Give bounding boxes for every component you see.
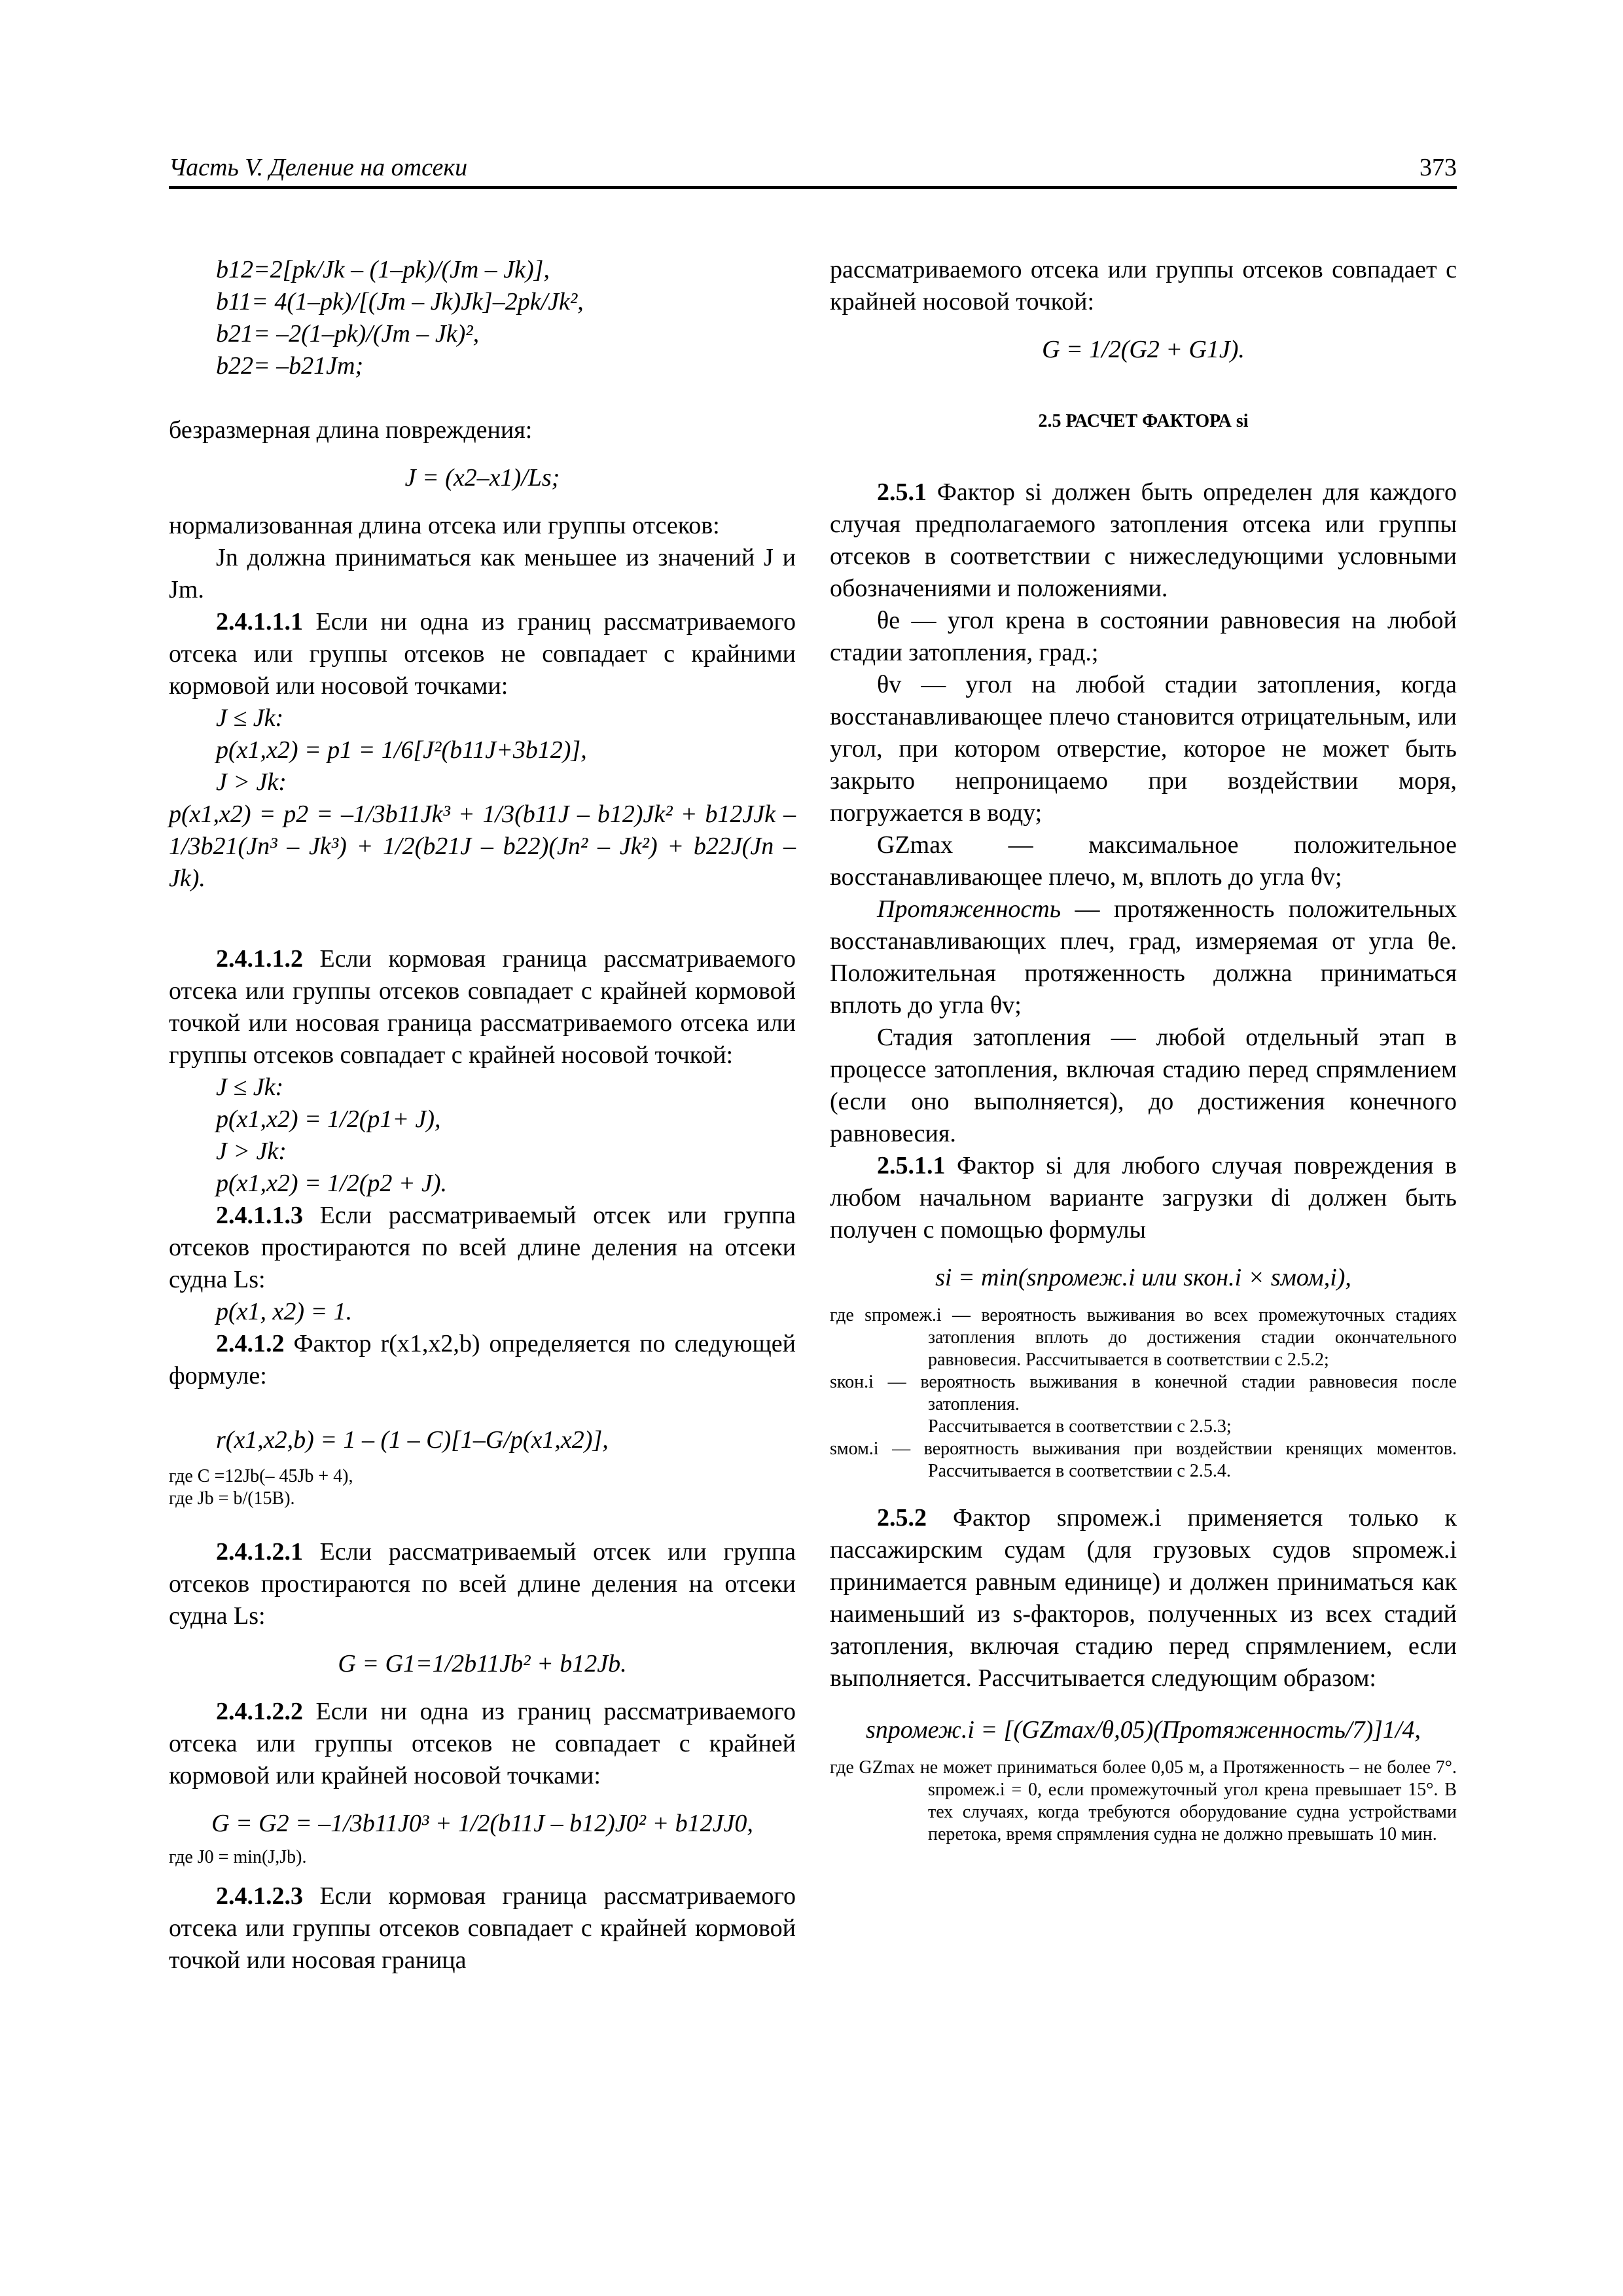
condition-j-le-jk-2: J ≤ Jk:: [216, 1073, 284, 1101]
where-jb: где Jb = b/(15B).: [169, 1488, 295, 1509]
section-text: Если рассматриваемый отсек или группа отсеков простираются по всей длине деления на отсеки судна Ls:: [169, 1202, 796, 1293]
section-text: Если кормовая граница рассматриваемого отсека или группы отсеков совпадает с крайней кормовой точкой или носовая граница: [169, 1882, 796, 1974]
text-continuation: рассматриваемого отсека или группы отсеков совпадает с крайней носовой точкой:: [830, 256, 1457, 315]
definition-theta-v: θv — угол на любой стадии затопления, когда восстанавливающее плечо становится отрицательным, или угол, при котором отверстие, которое не может быть закрыто непроницаемо при воздействии моря, погружается в воду;: [830, 671, 1457, 827]
formula-p1: p(x1,x2) = p1 = 1/6[J²(b11J+3b12)],: [216, 736, 587, 764]
section-2-4-1-1-1: [169, 606, 796, 702]
left-column: [169, 254, 796, 1977]
section-text: Если ни одна из границ рассматриваемого отсека или группы отсеков не совпадает с крайней кормовой или крайней носовой точками:: [169, 1698, 796, 1789]
text-jn: Jn должна приниматься как меньшее из значений J и Jm.: [169, 544, 796, 603]
section-heading-2-5: 2.5 РАСЧЕТ ФАКТОРА si: [1038, 411, 1249, 431]
section-text: Фактор si должен быть определен для каждого случая предполагаемого затопления отсека или группы отсеков в соответствии с нижеследующими условными обозначениями и положениями.: [830, 478, 1457, 602]
section-2-4-1-1-3: [169, 1200, 796, 1296]
section-text: Если ни одна из границ рассматриваемого отсека или группы отсеков не совпадает с крайними кормовой или носовой точками:: [169, 608, 796, 700]
section-text: Фактор si для любого случая повреждения в любом начальном варианте загрузки di должен быть получен с помощью формулы: [830, 1152, 1457, 1244]
formula-g2: G = G2 = –1/3b11J0³ + 1/2(b11J – b12)J0² + b12JJ0,: [211, 1810, 753, 1837]
formula-g: G = 1/2(G2 + G1J).: [1042, 336, 1245, 363]
section-number: 2.4.1.1.2: [216, 945, 303, 973]
section-2-4-1-2: [169, 1328, 796, 1392]
note-s-final-ref: Рассчитывается в соответствии с 2.5.3;: [928, 1416, 1232, 1437]
formula-g1: G = G1=1/2b11Jb² + b12Jb.: [338, 1650, 627, 1677]
section-2-4-1-2-1: [169, 1536, 796, 1632]
section-2-5-1-1: [830, 1150, 1457, 1246]
formula-b22: b22= –b21Jm;: [216, 352, 364, 380]
definition-flooding-stage: Стадия затопления — любой отдельный этап в процессе затопления, включая стадию перед спрямлением (если оно выполняется), до достижения конечного равновесия.: [830, 1024, 1457, 1147]
definition-theta-e: θe — угол крена в состоянии равновесия на любой стадии затопления, град.;: [830, 607, 1457, 666]
note-s-moment: sмом.i — вероятность выживания при воздействии кренящих моментов. Рассчитывается в соответствии с 2.5.4.: [830, 1439, 1457, 1481]
section-text: Фактор r(x1,x2,b) определяется по следующей формуле:: [169, 1330, 796, 1390]
note-s-final: sкон.i — вероятность выживания в конечной стадии равновесия после затопления.: [830, 1372, 1457, 1414]
text-normalized-length: нормализованная длина отсека или группы отсеков:: [169, 512, 720, 539]
where-j0: где J0 = min(J,Jb).: [169, 1847, 307, 1867]
section-2-4-1-2-2: [169, 1696, 796, 1792]
section-number: 2.4.1.1.1: [216, 608, 303, 636]
note-s-intermediate: где sпромеж.i — вероятность выживания во всех промежуточных стадиях затопления вплоть до достижения стадии окончательного равновесия. Рассчитывается в соответствии с 2.5.2;: [830, 1305, 1457, 1370]
definition-text: — протяженность положительных восстанавливающих плеч, град, измеряемая от угла θe. Положительная протяженность должна приниматься вплоть до угла θv;: [830, 895, 1457, 1019]
formula-b11: b11= 4(1–pk)/[(Jm – Jk)Jk]–2pk/Jk²,: [216, 288, 584, 315]
section-text: Фактор sпромеж.i применяется только к пассажирским судам (для грузовых судов sпромеж.i принимается равным единице) и должен приниматься как наименьший из s-факторов, полученных из всех стадий затопления, включая стадию перед спрямлением, если выполняется. Рассчитывается следующим образом:: [830, 1504, 1457, 1692]
text-damage-length: безразмерная длина повреждения:: [169, 416, 533, 444]
section-number: 2.5.1.1: [877, 1152, 946, 1179]
page-number: 373: [1419, 154, 1457, 181]
section-number: 2.5.2: [877, 1504, 927, 1532]
condition-j-le-jk: J ≤ Jk:: [216, 704, 284, 732]
formula-p2: p(x1,x2) = p2 = –1/3b11Jk³ + 1/3(b11J – b12)Jk² + b12JJk – 1/3b21(Jn³ – Jk³) + 1/2(b21J – b22)(Jn² – Jk²) + b22J(Jn – Jk).: [169, 800, 796, 892]
section-number: 2.4.1.2.2: [216, 1698, 303, 1725]
definition-gzmax: GZmax — максимальное положительное восстанавливающее плечо, м, вплоть до угла θv;: [830, 831, 1457, 891]
right-column: [830, 254, 1457, 1846]
condition-j-gt-jk: J > Jk:: [216, 768, 287, 796]
definition-range: [830, 893, 1457, 1022]
formula-r: r(x1,x2,b) = 1 – (1 – C)[1–G/p(x1,x2)],: [216, 1426, 609, 1454]
section-text: Если кормовая граница рассматриваемого отсека или группы отсеков совпадает с крайней кормовой точкой или носовая граница рассматриваемого отсека или группы отсеков совпадает с крайней носовой точкой:: [169, 945, 796, 1069]
section-2-5-1: [830, 476, 1457, 605]
formula-b12: b12=2[pk/Jk – (1–pk)/(Jm – Jk)],: [216, 256, 550, 283]
section-number: 2.4.1.2.1: [216, 1538, 303, 1566]
where-c: где C =12Jb(– 45Jb + 4),: [169, 1466, 353, 1486]
running-title: Часть V. Деление на отсеки: [169, 154, 468, 181]
section-2-4-1-2-3: [169, 1880, 796, 1977]
section-number: 2.4.1.1.3: [216, 1202, 303, 1229]
section-2-4-1-1-2: [169, 943, 796, 1071]
formula-si: si = min(sпромеж.i или sкон.i × sмом,i),: [935, 1264, 1351, 1291]
page-header: [169, 145, 1457, 189]
definition-term: Протяженность: [877, 895, 1061, 923]
condition-j-gt-jk-2: J > Jk:: [216, 1138, 287, 1165]
formula-p-equals-1: p(x1, x2) = 1.: [216, 1298, 353, 1325]
section-text: Если рассматриваемый отсек или группа отсеков простираются по всей длине деления на отсеки судна Ls:: [169, 1538, 796, 1630]
formula-p-half-p2: p(x1,x2) = 1/2(p2 + J).: [216, 1170, 448, 1197]
section-number: 2.4.1.2: [216, 1330, 285, 1357]
formula-s-intermediate: sпромеж.i = [(GZmax/θ,05)(Протяженность/7)]1/4,: [865, 1716, 1421, 1744]
note-gzmax-limit: где GZmax не может приниматься более 0,05 м, а Протяженность – не более 7°. sпромеж.i = 0, если промежуточный угол крена превышает 15°. В тех случаях, когда требуются оборудование судна устройствами перетока, время спрямления судна не должно превышать 10 мин.: [830, 1757, 1457, 1844]
section-2-5-2: [830, 1502, 1457, 1695]
section-number: 2.4.1.2.3: [216, 1882, 303, 1910]
formula-j: J = (x2–x1)/Ls;: [404, 464, 560, 492]
formula-b21: b21= –2(1–pk)/(Jm – Jk)²,: [216, 320, 480, 348]
formula-p-half-p1: p(x1,x2) = 1/2(p1+ J),: [216, 1105, 441, 1133]
section-number: 2.5.1: [877, 478, 927, 506]
